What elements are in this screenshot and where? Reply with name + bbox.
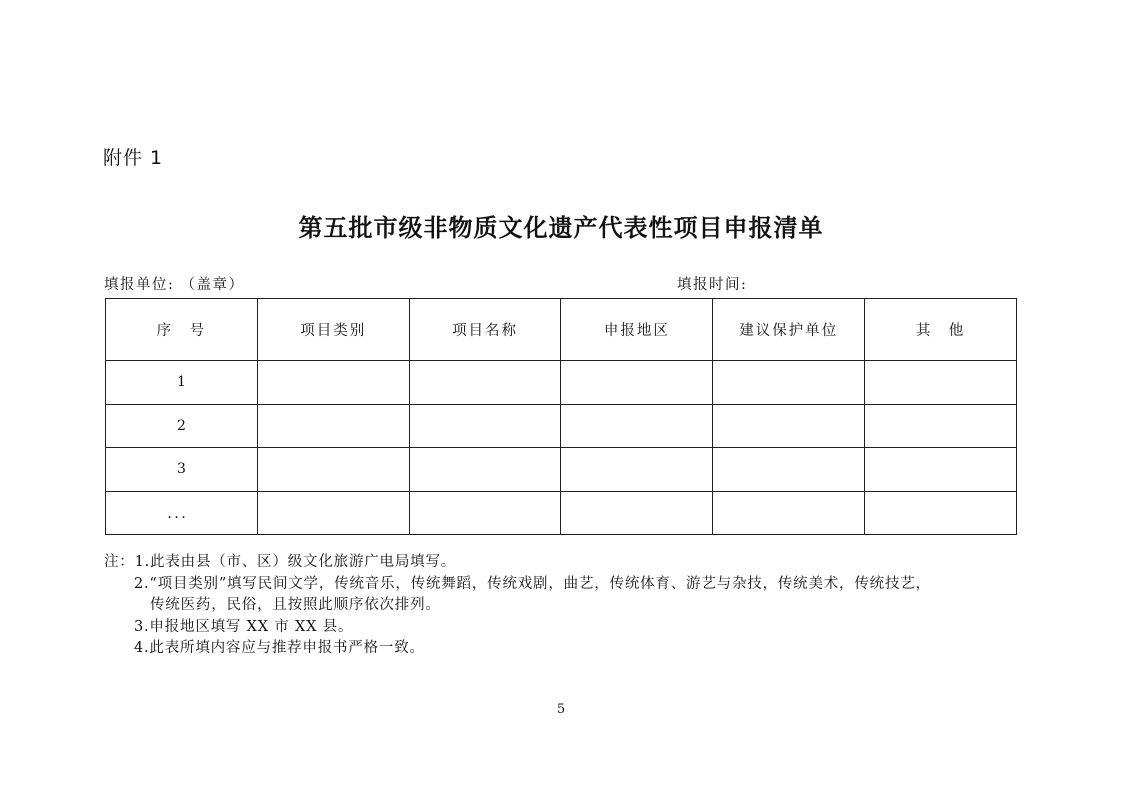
row-seq: 2 bbox=[106, 404, 258, 448]
table-cell bbox=[561, 404, 713, 448]
table-row bbox=[106, 404, 1017, 448]
table-cell bbox=[257, 361, 409, 405]
table-row bbox=[106, 448, 1017, 492]
table-cell bbox=[257, 404, 409, 448]
attachment-label: 附件 1 bbox=[103, 147, 164, 169]
header-other: 其 他 bbox=[865, 299, 1017, 361]
header-project-name: 项目名称 bbox=[409, 299, 561, 361]
declaration-table bbox=[105, 298, 1017, 535]
page-number: 5 bbox=[556, 702, 566, 717]
table-cell bbox=[257, 448, 409, 492]
table-header-row bbox=[106, 299, 1017, 361]
table-cell bbox=[409, 404, 561, 448]
table-cell bbox=[409, 491, 561, 535]
notes-prefix: 注： bbox=[104, 554, 135, 570]
note-line-1 bbox=[104, 552, 931, 574]
row-seq: ．．． bbox=[106, 491, 258, 535]
note-text-1: 1.此表由县（市、区）级文化旅游广电局填写。 bbox=[134, 554, 457, 570]
table-cell bbox=[865, 491, 1017, 535]
header-region: 申报地区 bbox=[561, 299, 713, 361]
fill-time-label: 填报时间: bbox=[677, 277, 748, 293]
header-seq: 序 号 bbox=[106, 299, 258, 361]
table-cell bbox=[713, 404, 865, 448]
table-row bbox=[106, 491, 1017, 535]
note-line-3: 3.申报地区填写 XX 市 XX 县。 bbox=[134, 618, 354, 635]
table-cell bbox=[409, 361, 561, 405]
table-cell bbox=[561, 361, 713, 405]
fill-unit-label: 填报单位: （盖章） bbox=[104, 277, 245, 293]
table-cell bbox=[865, 361, 1017, 405]
table-row bbox=[106, 361, 1017, 405]
header-protection-unit: 建议保护单位 bbox=[713, 299, 865, 361]
table-cell bbox=[257, 491, 409, 535]
table-cell bbox=[865, 448, 1017, 492]
table-cell bbox=[409, 448, 561, 492]
note-line-4: 4.此表所填内容应与推荐申报书严格一致。 bbox=[134, 640, 425, 656]
notes-block bbox=[104, 552, 931, 660]
table-cell bbox=[561, 448, 713, 492]
header-category: 项目类别 bbox=[257, 299, 409, 361]
table-cell bbox=[865, 404, 1017, 448]
table-cell bbox=[713, 361, 865, 405]
note-line-2-continued: 传统医药，民俗，且按照此顺序依次排列。 bbox=[150, 597, 441, 613]
row-seq: 3 bbox=[106, 448, 258, 492]
note-line-2: 2.“项目类别”填写民间文学，传统音乐，传统舞蹈，传统戏剧，曲艺，传统体育、游艺与杂技，传统美术，传统技艺， bbox=[134, 575, 931, 592]
table-cell bbox=[561, 491, 713, 535]
table-cell bbox=[713, 491, 865, 535]
table-cell bbox=[713, 448, 865, 492]
page-title: 第五批市级非物质文化遗产代表性项目申报清单 bbox=[298, 213, 824, 242]
row-seq: 1 bbox=[106, 361, 258, 405]
